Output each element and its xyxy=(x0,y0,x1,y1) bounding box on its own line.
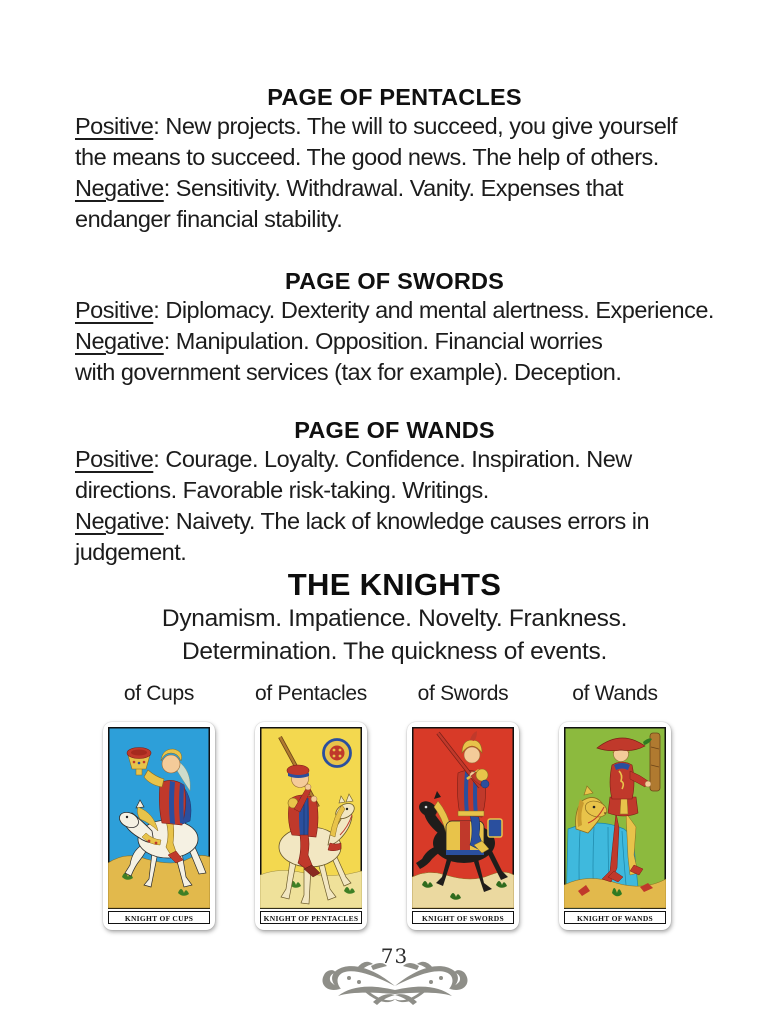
card-caption-knight-of-wands: KNIGHT OF WANDS xyxy=(564,911,666,924)
card-caption-knight-of-swords: KNIGHT OF SWORDS xyxy=(412,911,514,924)
body-text: : Naivety. The lack of knowledge causes errors in xyxy=(163,508,650,534)
body-text: : Manipulation. Opposition. Financial worries xyxy=(163,328,603,354)
suit-label-wands: of Wands xyxy=(572,682,658,705)
card-caption-knight-of-cups: KNIGHT OF CUPS xyxy=(108,911,210,924)
tarot-card-knight-of-wands xyxy=(559,722,671,930)
suit-label-swords: of Swords xyxy=(417,682,509,705)
knight-of-swords-illustration xyxy=(412,727,514,909)
section-heading: PAGE OF WANDS xyxy=(294,417,495,443)
positive-label: Positive xyxy=(75,446,154,472)
page-footer xyxy=(75,946,714,1010)
suit-labels-row xyxy=(103,682,714,706)
section-page-of-pentacles xyxy=(75,83,714,235)
knight-of-wands-illustration xyxy=(564,727,666,909)
suit-label-pentacles: of Pentacles xyxy=(255,682,367,705)
body-line xyxy=(75,173,714,204)
body-text: : Diplomacy. Dexterity and mental alertness. Experience. xyxy=(153,297,714,323)
positive-label: Positive xyxy=(75,297,154,323)
knights-subtitle-line: Dynamism. Impatience. Novelty. Frankness. xyxy=(161,605,628,632)
negative-label: Negative xyxy=(75,508,164,534)
negative-label: Negative xyxy=(75,175,164,201)
knight-of-pentacles-illustration xyxy=(260,727,362,909)
page-number: 73 xyxy=(380,944,409,968)
body-text: : Courage. Loyalty. Confidence. Inspiration. New xyxy=(153,446,632,472)
knight-of-cups-illustration xyxy=(108,727,210,909)
knights-subtitle-line: Determination. The quickness of events. xyxy=(182,638,607,665)
suit-label-cups: of Cups xyxy=(123,682,195,705)
body-line xyxy=(75,295,714,326)
section-heading: PAGE OF PENTACLES xyxy=(267,84,522,110)
tarot-cards-row xyxy=(103,722,714,930)
section-heading: PAGE OF SWORDS xyxy=(284,268,505,294)
body-line xyxy=(75,111,714,142)
body-line xyxy=(75,326,714,357)
negative-label: Negative xyxy=(75,328,164,354)
card-caption-knight-of-pentacles: KNIGHT OF PENTACLES xyxy=(260,911,362,924)
tarot-card-knight-of-cups xyxy=(103,722,215,930)
knights-heading: THE KNIGHTS xyxy=(287,567,502,602)
tarot-card-knight-of-swords xyxy=(407,722,519,930)
body-line: directions. Favorable risk-taking. Writings. xyxy=(75,477,489,503)
body-text: : Sensitivity. Withdrawal. Vanity. Expenses that xyxy=(163,175,624,201)
body-line: judgement. xyxy=(75,539,187,565)
positive-label: Positive xyxy=(75,113,154,139)
body-line: with government services (tax for example). Deception. xyxy=(75,359,622,385)
body-line xyxy=(75,506,714,537)
tarot-card-knight-of-pentacles xyxy=(255,722,367,930)
section-page-of-swords xyxy=(75,267,714,388)
section-page-of-wands xyxy=(75,416,714,568)
body-line xyxy=(75,444,714,475)
section-the-knights xyxy=(75,568,714,668)
body-line: the means to succeed. The good news. The help of others. xyxy=(75,144,659,170)
body-text: : New projects. The will to succeed, you give yourself xyxy=(153,113,678,139)
body-line: endanger financial stability. xyxy=(75,206,343,232)
